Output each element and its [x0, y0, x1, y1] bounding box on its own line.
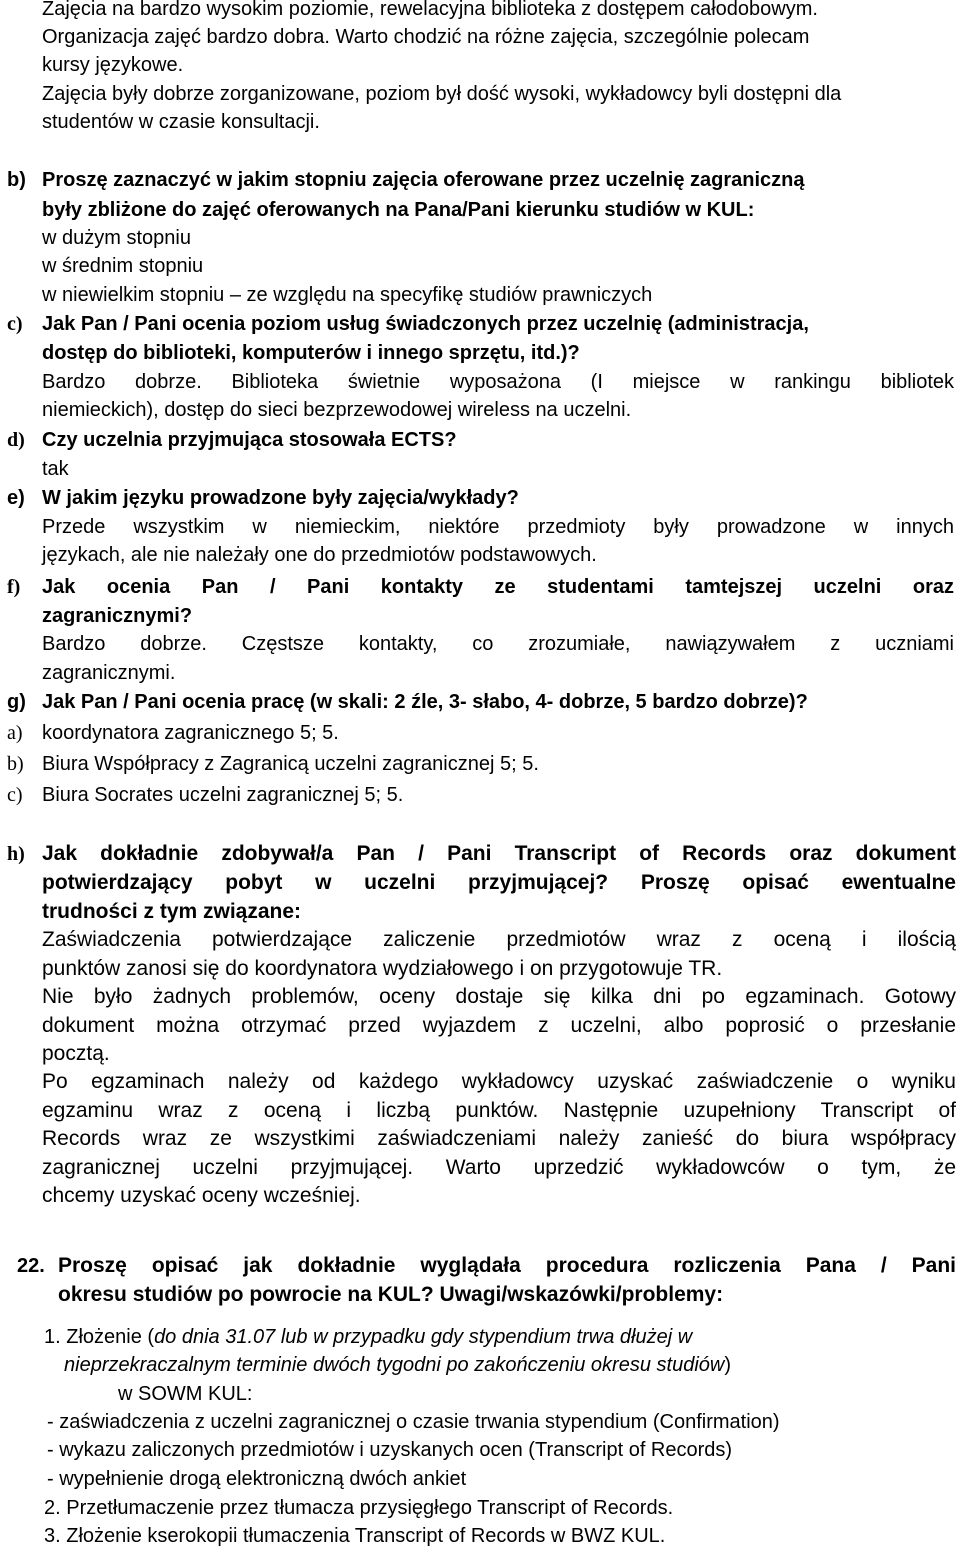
answer-text: Po egzaminach należy od każdego wykładowcy uzyskać zaświadczenie o wyniku — [42, 1070, 956, 1093]
question-number: 22. — [17, 1255, 45, 1277]
question-text: okresu studiów po powrocie na KUL? Uwagi/wskazówki/problemy: — [58, 1283, 724, 1306]
answer-text: Przede wszystkim w niemieckim, niektóre przedmioty były prowadzone w innych — [42, 516, 954, 538]
step-1-suffix: ) — [724, 1354, 732, 1376]
answer-text: Nie było żadnych problemów, oceny dostaje się kilka dni po egzaminach. Gotowy — [42, 985, 956, 1008]
item-text: Biura Współpracy z Zagranicą uczelni zagranicznej 5; 5. — [42, 753, 539, 775]
answer-text: Bardzo dobrze. Częstsze kontakty, co zrozumiałe, nawiązywałem z uczniami — [42, 633, 954, 655]
list-item: - wykazu zaliczonych przedmiotów i uzyskanych ocen (Transcript of Records) — [47, 1439, 733, 1461]
list-item: - zaświadczenia z uczelni zagranicznej o czasie trwania stypendium (Confirmation) — [47, 1411, 780, 1433]
question-text: Jak Pan / Pani ocenia poziom usług świadczonych przez uczelnię (administracja, — [42, 313, 809, 335]
intro-line: Zajęcia były dobrze zorganizowane, poziom był dość wysoki, wykładowcy byli dostępni dla — [42, 83, 842, 105]
step-1-deadline: do dnia 31.07 lub w przypadku gdy stypendium trwa dłużej w — [154, 1326, 693, 1348]
question-text: były zbliżone do zajęć oferowanych na Pana/Pani kierunku studiów w KUL: — [42, 199, 755, 221]
answer-text: egzaminu wraz z oceną i liczbą punktów. Następnie uzupełniony Transcript of — [42, 1099, 956, 1122]
step-1-place: w SOWM KUL: — [118, 1383, 253, 1405]
question-label: f) — [7, 576, 21, 598]
question-label: b) — [7, 169, 26, 191]
intro-line: studentów w czasie konsultacji. — [42, 111, 320, 133]
question-text: Jak Pan / Pani ocenia pracę (w skali: 2 źle, 3- słabo, 4- dobrze, 5 bardzo dobrze)? — [42, 691, 808, 713]
step-1 — [44, 1323, 692, 1351]
answer-text: Records wraz ze wszystkimi zaświadczeniami należy zanieść do biura współpracy — [42, 1127, 956, 1150]
answer-text: zagranicznej uczelni przyjmującej. Warto uprzedzić wykładowców o tym, że — [42, 1156, 956, 1179]
question-text: Proszę opisać jak dokładnie wyglądała procedura rozliczenia Pana / Pani — [58, 1254, 956, 1277]
step-3: 3. Złożenie kserokopii tłumaczenia Transcript of Records w BWZ KUL. — [44, 1525, 666, 1547]
step-2: 2. Przetłumaczenie przez tłumacza przysięgłego Transcript of Records. — [44, 1497, 674, 1519]
option: w niewielkim stopniu – ze względu na specyfikę studiów prawniczych — [42, 284, 653, 306]
intro-line: kursy językowe. — [42, 54, 184, 76]
question-text: Czy uczelnia przyjmująca stosowała ECTS? — [42, 429, 457, 451]
answer-text: pocztą. — [42, 1042, 110, 1065]
option: w średnim stopniu — [42, 255, 204, 277]
question-text: potwierdzający pobyt w uczelni przyjmującej? Proszę opisać ewentualne — [42, 871, 956, 894]
item-label: b) — [7, 753, 24, 775]
answer-text: Bardzo dobrze. Biblioteka świetnie wyposażona (I miejsce w rankingu bibliotek — [42, 371, 954, 393]
option: w dużym stopniu — [42, 227, 191, 249]
item-text: koordynatora zagranicznego 5; 5. — [42, 722, 339, 744]
question-text: zagranicznymi? — [42, 605, 193, 627]
step-1-prefix: 1. Złożenie ( — [44, 1326, 155, 1348]
item-text: Biura Socrates uczelni zagranicznej 5; 5. — [42, 784, 404, 806]
answer-text: zagranicznymi. — [42, 662, 176, 684]
question-label: e) — [7, 487, 25, 509]
question-label: h) — [7, 843, 25, 865]
answer-text: chcemy uzyskać oceny wcześniej. — [42, 1184, 361, 1207]
question-text: Proszę zaznaczyć w jakim stopniu zajęcia oferowane przez uczelnię zagraniczną — [42, 169, 805, 191]
step-1-cont — [64, 1351, 731, 1379]
answer-text: punktów zanosi się do koordynatora wydziałowego i on przygotowuje TR. — [42, 957, 723, 980]
list-item: - wypełnienie drogą elektroniczną dwóch ankiet — [47, 1468, 467, 1490]
intro-line: Zajęcia na bardzo wysokim poziomie, rewelacyjna biblioteka z dostępem całodobowym. — [42, 0, 818, 20]
answer-text: językach, ale nie należały one do przedmiotów podstawowych. — [42, 544, 597, 566]
question-label: c) — [7, 313, 23, 335]
item-label: c) — [7, 784, 23, 806]
answer-text: dokument można otrzymać przed wyjazdem z uczelni, albo poprosić o przesłanie — [42, 1014, 956, 1037]
intro-line: Organizacja zajęć bardzo dobra. Warto chodzić na różne zajęcia, szczególnie polecam — [42, 26, 810, 48]
question-text: Jak ocenia Pan / Pani kontakty ze studentami tamtejszej uczelni oraz — [42, 576, 954, 598]
question-text: trudności z tym związane: — [42, 900, 302, 923]
item-label: a) — [7, 722, 23, 744]
answer-text: tak — [42, 458, 69, 480]
question-label: d) — [7, 429, 25, 451]
answer-text: Zaświadczenia potwierdzające zaliczenie przedmiotów wraz z oceną i ilością — [42, 928, 956, 951]
question-label: g) — [7, 691, 26, 713]
question-text: Jak dokładnie zdobywał/a Pan / Pani Transcript of Records oraz dokument — [42, 842, 956, 865]
answer-text: niemieckich), dostęp do sieci bezprzewodowej wireless na uczelni. — [42, 399, 632, 421]
question-text: dostęp do biblioteki, komputerów i innego sprzętu, itd.)? — [42, 342, 580, 364]
question-text: W jakim języku prowadzone były zajęcia/wykłady? — [42, 487, 519, 509]
step-1-deadline-cont: nieprzekraczalnym terminie dwóch tygodni po zakończeniu okresu studiów — [64, 1354, 725, 1376]
